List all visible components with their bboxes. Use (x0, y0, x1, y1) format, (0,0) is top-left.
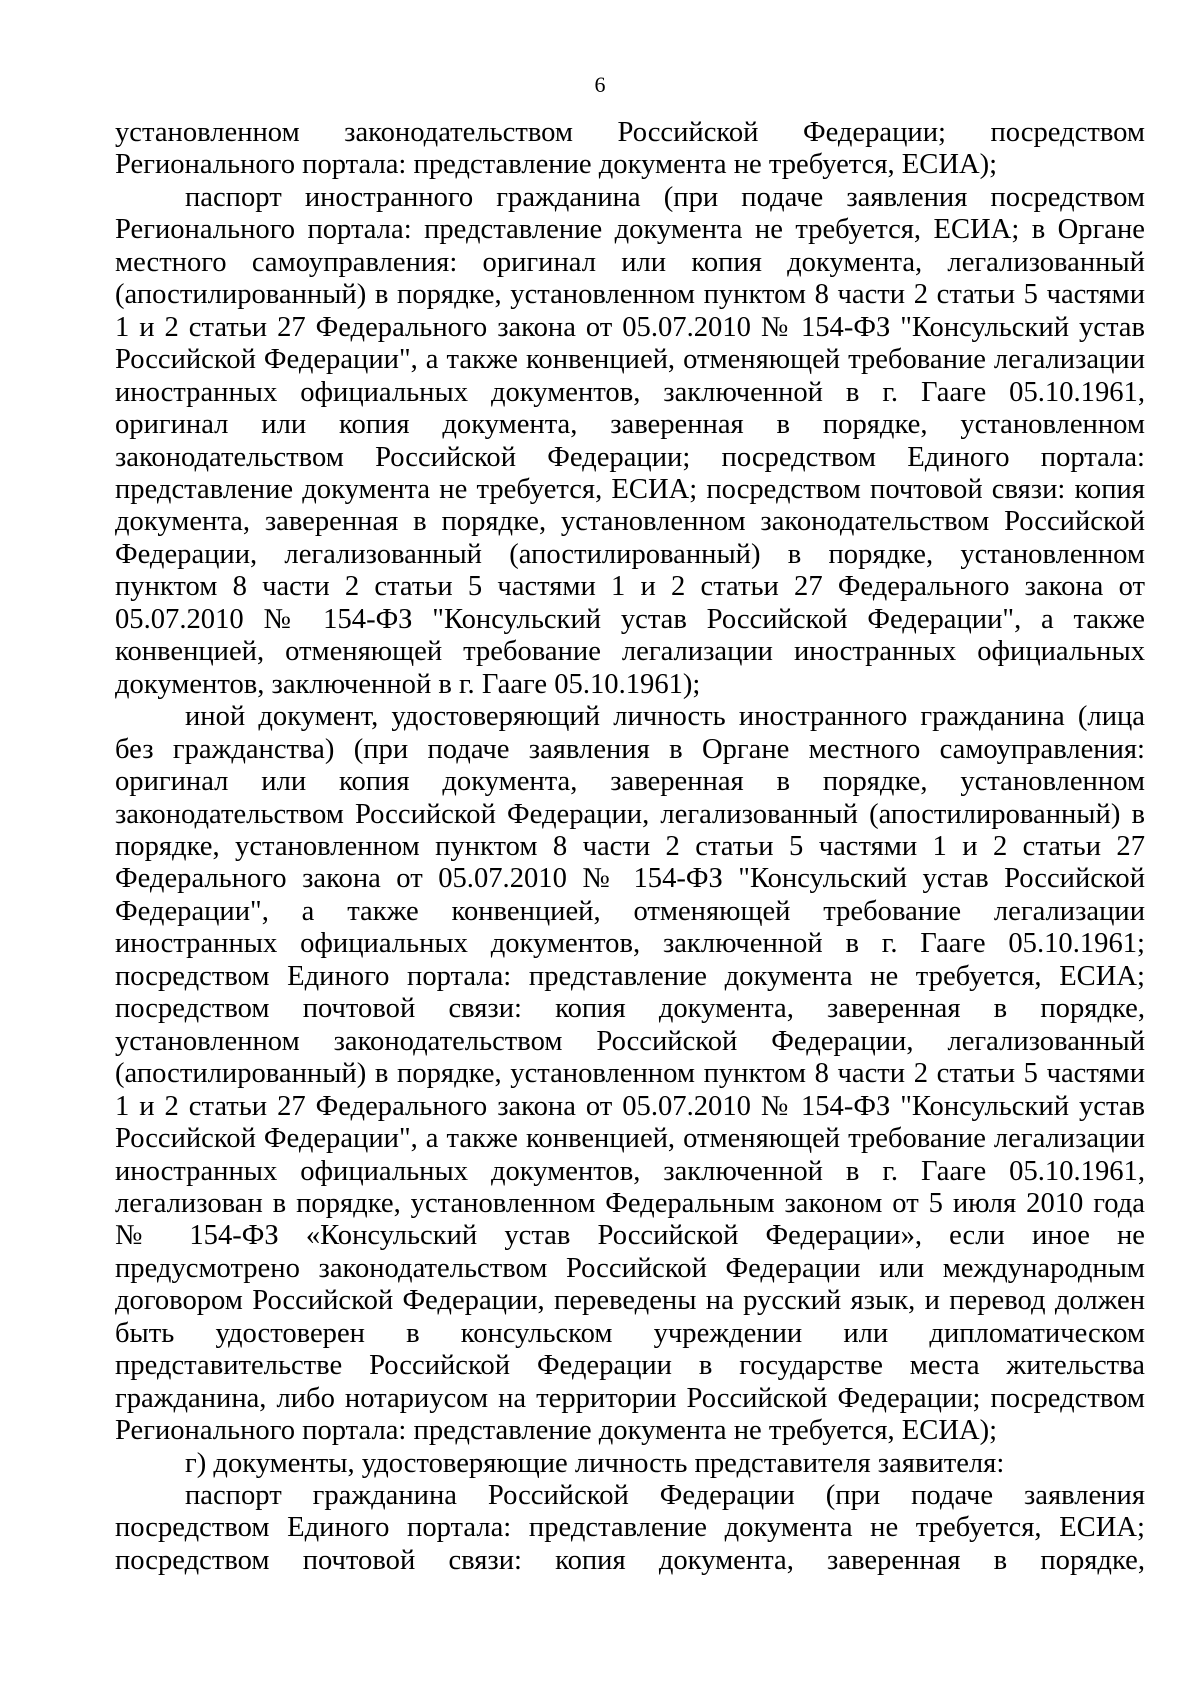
page-number: 6 (594, 72, 606, 97)
paragraph-foreign-passport: паспорт иностранного гражданина (при подаче заявления посредством Регионального портала: представление документа не требуется, ЕСИА; в Органе местного самоуправления: оригинал или копия документа, легализованный (апостилированный) в порядке, установленном пунктом 8 части 2 статьи 5 частями 1 и 2 статьи 27 Федерального закона от 05.07.2010 № 154-ФЗ "Консульский устав Российской Федерации", а также конвенцией, отменяющей требование легализации иностранных официальных документов, заключенной в г. Гааге 05.10.1961, оригинал или копия документа, заверенная в порядке, установленном законодательством Российской Федерации; посредством Единого портала: представление документа не требуется, ЕСИА; посредством почтовой связи: копия документа, заверенная в порядке, установленном законодательством Российской Федерации, легализованный (апостилированный) в порядке, установленном пунктом 8 части 2 статьи 5 частями 1 и 2 статьи 27 Федерального закона от 05.07.2010 № 154-ФЗ "Консульский устав Российской Федерации", а также конвенцией, отменяющей требование легализации иностранных официальных документов, заключенной в г. Гааге 05.10.1961); (115, 181, 1145, 700)
document-body (115, 117, 1145, 1577)
paragraph-continuation: установленном законодательством Российской Федерации; посредством Регионального портала: представление документа не требуется, ЕСИА); (115, 117, 1145, 181)
paragraph-representative-passport: паспорт гражданина Российской Федерации (при подаче заявления посредством Единого портала: представление документа не требуется, ЕСИА; посредством почтовой связи: копия документа, заверенная в порядке, (115, 1480, 1145, 1576)
paragraph-representative-documents-heading: г) документы, удостоверяющие личность представителя заявителя: (185, 1447, 1005, 1479)
paragraph-other-identity-document: иной документ, удостоверяющий личность иностранного гражданина (лица без гражданства) (при подаче заявления в Органе местного самоуправления: оригинал или копия документа, заверенная в порядке, установленном законодательством Российской Федерации, легализованный (апостилированный) в порядке, установленном пунктом 8 части 2 статьи 5 частями 1 и 2 статьи 27 Федерального закона от 05.07.2010 № 154-ФЗ "Консульский устав Российской Федерации", а также конвенцией, отменяющей требование легализации иностранных официальных документов, заключенной в г. Гааге 05.10.1961; посредством Единого портала: представление документа не требуется, ЕСИА; посредством почтовой связи: копия документа, заверенная в порядке, установленном законодательством Российской Федерации, легализованный (апостилированный) в порядке, установленном пунктом 8 части 2 статьи 5 частями 1 и 2 статьи 27 Федерального закона от 05.07.2010 № 154-ФЗ "Консульский устав Российской Федерации", а также конвенцией, отменяющей требование легализации иностранных официальных документов, заключенной в г. Гааге 05.10.1961, легализован в порядке, установленном Федеральным законом от 5 июля 2010 года № 154-ФЗ «Консульский устав Российской Федерации», если иное не предусмотрено законодательством Российской Федерации или международным договором Российской Федерации, переведены на русский язык, и перевод должен быть удостоверен в консульском учреждении или дипломатическом представительстве Российской Федерации в государстве места жительства гражданина, либо нотариусом на территории Российской Федерации; посредством Регионального портала: представление документа не требуется, ЕСИА); (115, 701, 1145, 1447)
